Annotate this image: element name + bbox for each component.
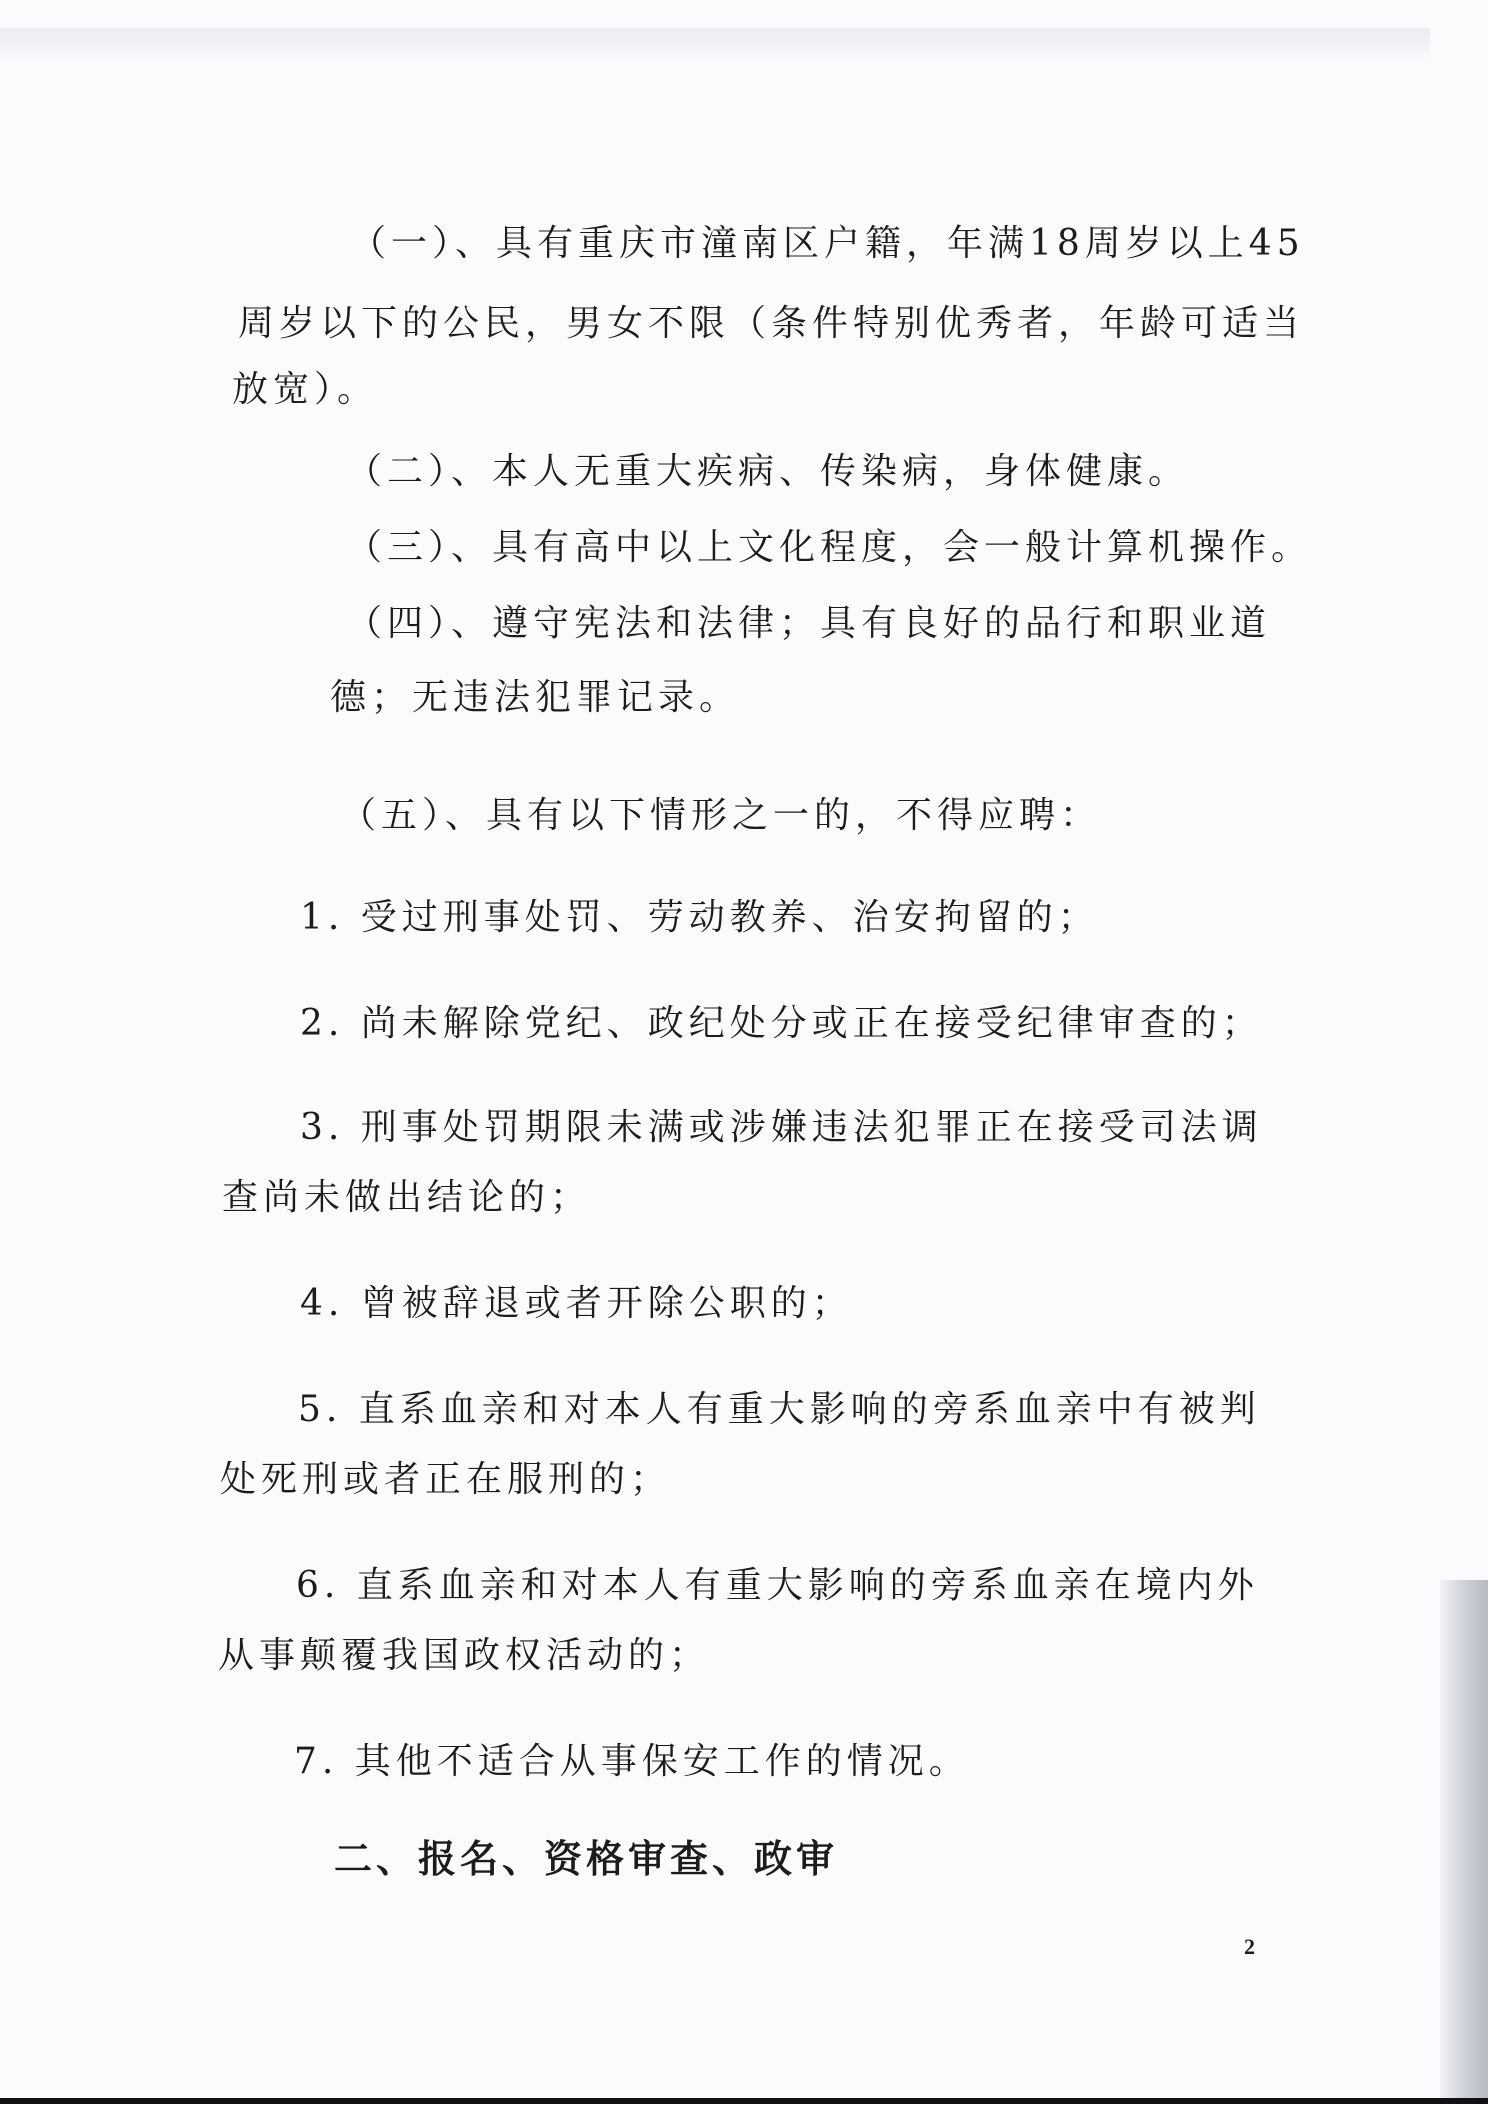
list-item-7: 7. 其他不适合从事保安工作的情况。 bbox=[294, 1741, 970, 1782]
list-item-5-line-1: 5. 直系血亲和对本人有重大影响的旁系血亲中有被判 bbox=[298, 1389, 1261, 1430]
paragraph-1-line-3: 放宽）。 bbox=[232, 369, 379, 410]
scan-shadow-right bbox=[1440, 1580, 1488, 2104]
paragraph-4-line-1: （四）、遵守宪法和法律；具有良好的品行和职业道 bbox=[346, 603, 1272, 644]
paragraph-5: （五）、具有以下情形之一的，不得应聘： bbox=[340, 795, 1102, 836]
list-item-5-line-2: 处死刑或者正在服刑的； bbox=[220, 1459, 672, 1500]
paragraph-1-line-1: （一）、具有重庆市潼南区户籍，年满18周岁以上45 bbox=[350, 223, 1305, 264]
page-number: 2 bbox=[1244, 1934, 1255, 1959]
paragraph-1-line-2: 周岁以下的公民，男女不限（条件特别优秀者，年龄可适当 bbox=[238, 303, 1305, 344]
list-item-6-line-1: 6. 直系血亲和对本人有重大影响的旁系血亲在境内外 bbox=[296, 1565, 1259, 1606]
list-item-3-line-2: 查尚未做出结论的； bbox=[222, 1177, 592, 1218]
paragraph-3: （三）、具有高中以上文化程度，会一般计算机操作。 bbox=[346, 527, 1313, 568]
list-item-4: 4. 曾被辞退或者开除公职的； bbox=[300, 1283, 853, 1324]
scan-shadow-top bbox=[0, 28, 1430, 62]
list-item-3-line-1: 3. 刑事处罚期限未满或涉嫌违法犯罪正在接受司法调 bbox=[300, 1107, 1263, 1148]
section-heading: 二、报名、资格审查、政审 bbox=[334, 1837, 839, 1881]
paragraph-2: （二）、本人无重大疾病、传染病，身体健康。 bbox=[346, 451, 1190, 492]
list-item-6-line-2: 从事颠覆我国政权活动的； bbox=[218, 1635, 711, 1676]
list-item-1: 1. 受过刑事处罚、劳动教养、治安拘留的； bbox=[300, 897, 1099, 938]
scan-edge-bottom bbox=[0, 2098, 1488, 2104]
list-item-2: 2. 尚未解除党纪、政纪处分或正在接受纪律审查的； bbox=[300, 1003, 1263, 1044]
paragraph-4-line-2: 德；无违法犯罪记录。 bbox=[330, 677, 741, 718]
